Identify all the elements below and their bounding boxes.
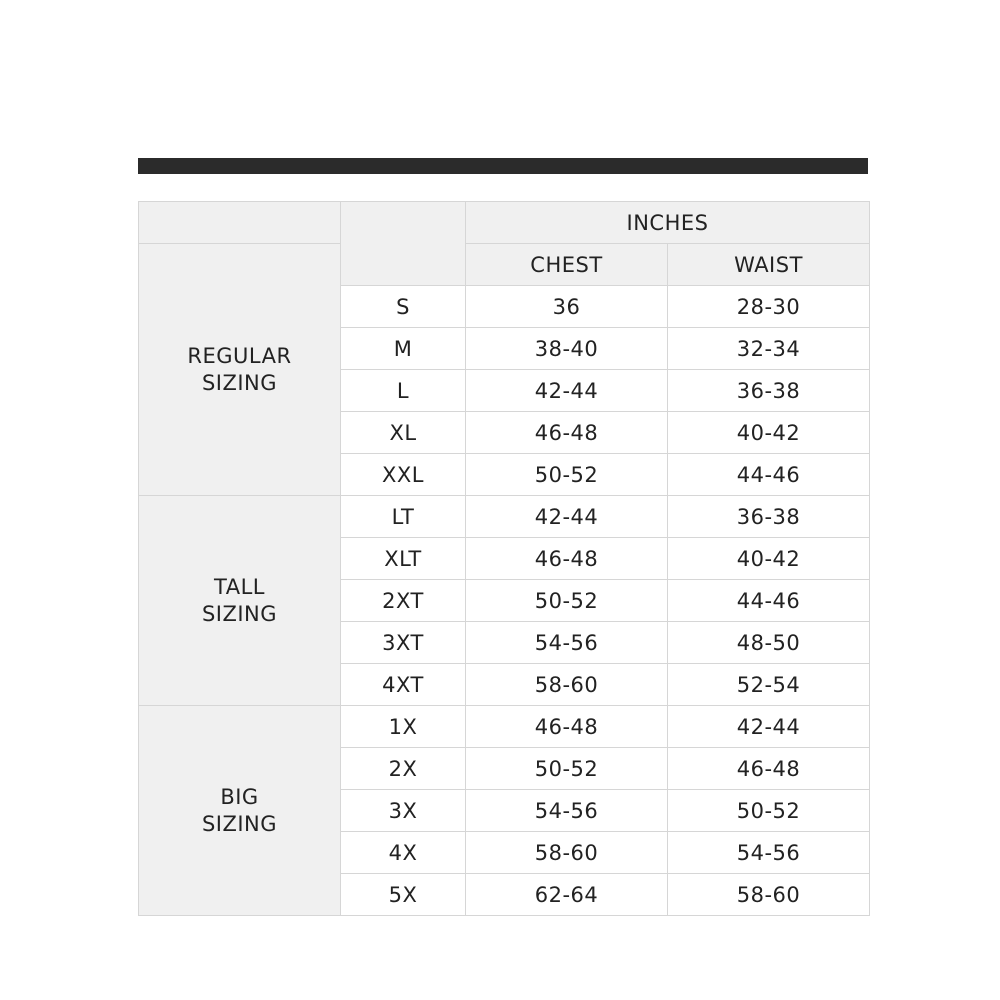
chest-cell: 50-52 xyxy=(466,748,668,790)
chest-cell: 38-40 xyxy=(466,328,668,370)
group-label-line2: SIZING xyxy=(201,370,278,395)
waist-cell: 36-38 xyxy=(668,496,870,538)
waist-cell: 48-50 xyxy=(668,622,870,664)
waist-cell: 54-56 xyxy=(668,832,870,874)
waist-cell: 32-34 xyxy=(668,328,870,370)
size-cell: 4X xyxy=(341,832,466,874)
chest-cell: 46-48 xyxy=(466,706,668,748)
waist-cell: 58-60 xyxy=(668,874,870,916)
waist-cell: 44-46 xyxy=(668,454,870,496)
header-row-units xyxy=(139,202,870,244)
size-cell: 3X xyxy=(341,790,466,832)
chest-cell: 58-60 xyxy=(466,664,668,706)
chest-cell: 54-56 xyxy=(466,790,668,832)
size-cell: 5X xyxy=(341,874,466,916)
chest-cell: 46-48 xyxy=(466,538,668,580)
waist-cell: 36-38 xyxy=(668,370,870,412)
size-cell: 2X xyxy=(341,748,466,790)
chest-cell: 62-64 xyxy=(466,874,668,916)
top-divider-bar xyxy=(138,158,868,174)
table-row xyxy=(139,496,870,538)
table-row xyxy=(139,706,870,748)
size-cell: M xyxy=(341,328,466,370)
chest-cell: 50-52 xyxy=(466,580,668,622)
size-chart-table xyxy=(138,201,870,916)
size-cell: 3XT xyxy=(341,622,466,664)
chest-cell: 50-52 xyxy=(466,454,668,496)
group-label-line1: BIG xyxy=(220,784,259,809)
group-label-regular xyxy=(139,244,341,496)
group-label-line1: TALL xyxy=(214,574,265,599)
group-label-big xyxy=(139,706,341,916)
group-label-line1: REGULAR xyxy=(187,343,292,368)
waist-cell: 42-44 xyxy=(668,706,870,748)
size-cell: XLT xyxy=(341,538,466,580)
size-cell: 4XT xyxy=(341,664,466,706)
chest-cell: 42-44 xyxy=(466,370,668,412)
waist-cell: 50-52 xyxy=(668,790,870,832)
size-cell: 1X xyxy=(341,706,466,748)
units-header: INCHES xyxy=(466,202,870,244)
chest-cell: 58-60 xyxy=(466,832,668,874)
waist-cell: 52-54 xyxy=(668,664,870,706)
size-cell: XL xyxy=(341,412,466,454)
size-cell: 2XT xyxy=(341,580,466,622)
column-header-waist: WAIST xyxy=(668,244,870,286)
group-label-tall xyxy=(139,496,341,706)
waist-cell: 44-46 xyxy=(668,580,870,622)
header-row-columns xyxy=(139,244,870,286)
waist-cell: 40-42 xyxy=(668,538,870,580)
chest-cell: 36 xyxy=(466,286,668,328)
column-header-chest: CHEST xyxy=(466,244,668,286)
size-column-header-cell xyxy=(341,202,466,286)
corner-cell xyxy=(139,202,341,244)
size-cell: L xyxy=(341,370,466,412)
chest-cell: 42-44 xyxy=(466,496,668,538)
waist-cell: 46-48 xyxy=(668,748,870,790)
size-cell: XXL xyxy=(341,454,466,496)
size-cell: S xyxy=(341,286,466,328)
chest-cell: 46-48 xyxy=(466,412,668,454)
waist-cell: 28-30 xyxy=(668,286,870,328)
size-cell: LT xyxy=(341,496,466,538)
group-label-line2: SIZING xyxy=(201,811,278,836)
chest-cell: 54-56 xyxy=(466,622,668,664)
waist-cell: 40-42 xyxy=(668,412,870,454)
group-label-line2: SIZING xyxy=(201,601,278,626)
